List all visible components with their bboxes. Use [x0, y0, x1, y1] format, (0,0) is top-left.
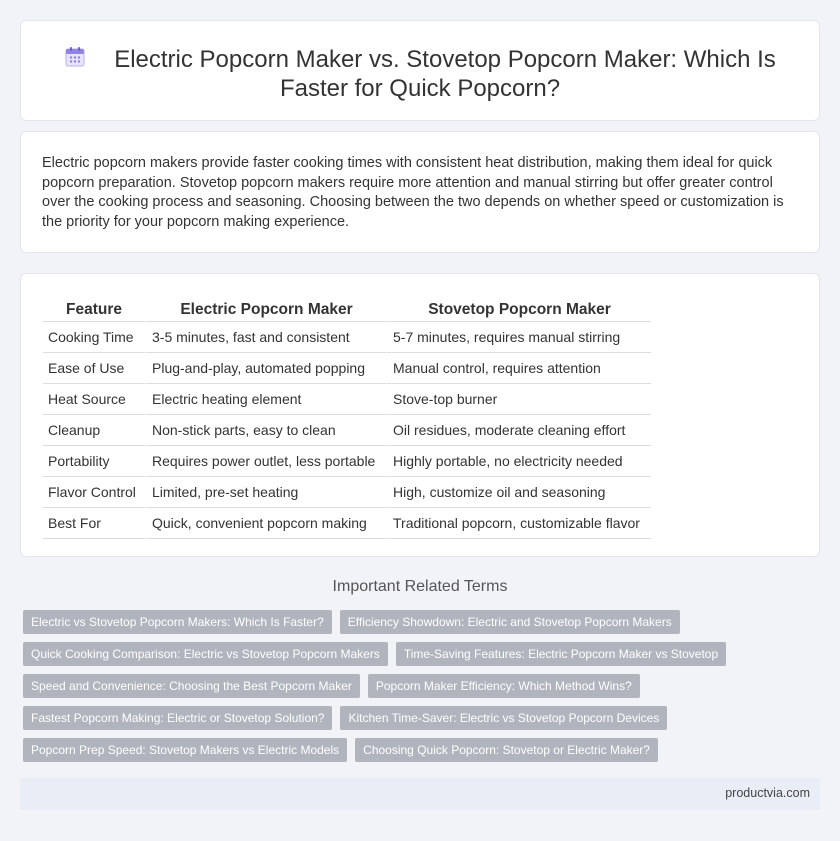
stovetop-cell: Manual control, requires attention [386, 353, 651, 384]
related-term-tag[interactable]: Popcorn Prep Speed: Stovetop Makers vs Electric Models [23, 738, 347, 762]
related-term-tag[interactable]: Time-Saving Features: Electric Popcorn Maker vs Stovetop [396, 642, 726, 666]
stovetop-cell: High, customize oil and seasoning [386, 477, 651, 508]
table-row [43, 508, 651, 539]
page-title: Electric Popcorn Maker vs. Stovetop Popcorn Maker: Which Is Faster for Quick Popcorn? [114, 46, 776, 102]
header-electric: Electric Popcorn Maker [145, 296, 386, 322]
footer-site-name: productvia.com [725, 786, 810, 800]
tag-row [23, 674, 813, 698]
related-term-tag[interactable]: Efficiency Showdown: Electric and Stovetop Popcorn Makers [340, 610, 680, 634]
summary-card [20, 131, 820, 253]
electric-cell: Quick, convenient popcorn making [145, 508, 386, 539]
related-term-tag[interactable]: Kitchen Time-Saver: Electric vs Stovetop Popcorn Devices [340, 706, 667, 730]
related-term-tag[interactable]: Popcorn Maker Efficiency: Which Method Wins? [368, 674, 640, 698]
table-row [43, 353, 651, 384]
tag-row [23, 706, 813, 730]
title-card [20, 20, 820, 121]
header-feature: Feature [43, 296, 145, 322]
electric-cell: Requires power outlet, less portable [145, 446, 386, 477]
comparison-card [20, 273, 820, 557]
tag-row [23, 642, 813, 666]
stovetop-cell: Highly portable, no electricity needed [386, 446, 651, 477]
table-header-row [43, 296, 651, 322]
related-term-tag[interactable]: Speed and Convenience: Choosing the Best Popcorn Maker [23, 674, 360, 698]
electric-cell: Non-stick parts, easy to clean [145, 415, 386, 446]
feature-cell: Ease of Use [43, 353, 145, 384]
table-row [43, 322, 651, 353]
electric-cell: Electric heating element [145, 384, 386, 415]
electric-cell: Plug-and-play, automated popping [145, 353, 386, 384]
header-stovetop: Stovetop Popcorn Maker [386, 296, 651, 322]
stovetop-cell: 5-7 minutes, requires manual stirring [386, 322, 651, 353]
stovetop-cell: Traditional popcorn, customizable flavor [386, 508, 651, 539]
calendar-icon [64, 46, 86, 68]
table-row [43, 384, 651, 415]
feature-cell: Cleanup [43, 415, 145, 446]
feature-cell: Cooking Time [43, 322, 145, 353]
summary-text: Electric popcorn makers provide faster cooking times with consistent heat distribution, making them ideal for quick popcorn preparation. Stovetop popcorn makers require more attention and manual stirring but offer greater control over the cooking process and seasoning. Choosing between the two depends on whether speed or customization is the priority for your popcorn making experience. [42, 155, 784, 230]
footer [20, 778, 820, 810]
related-terms-heading: Important Related Terms [332, 578, 508, 595]
related-term-tag[interactable]: Quick Cooking Comparison: Electric vs Stovetop Popcorn Makers [23, 642, 388, 666]
stovetop-cell: Oil residues, moderate cleaning effort [386, 415, 651, 446]
feature-cell: Best For [43, 508, 145, 539]
feature-cell: Flavor Control [43, 477, 145, 508]
table-row [43, 415, 651, 446]
table-row [43, 446, 651, 477]
related-term-tag[interactable]: Choosing Quick Popcorn: Stovetop or Electric Maker? [355, 738, 658, 762]
comparison-table [43, 296, 651, 539]
feature-cell: Heat Source [43, 384, 145, 415]
tag-row [23, 610, 813, 634]
related-term-tag[interactable]: Fastest Popcorn Making: Electric or Stovetop Solution? [23, 706, 332, 730]
electric-cell: 3-5 minutes, fast and consistent [145, 322, 386, 353]
related-terms-tags [23, 610, 813, 770]
stovetop-cell: Stove-top burner [386, 384, 651, 415]
title-wrap [21, 45, 819, 103]
table-row [43, 477, 651, 508]
tag-row [23, 738, 813, 762]
feature-cell: Portability [43, 446, 145, 477]
electric-cell: Limited, pre-set heating [145, 477, 386, 508]
related-term-tag[interactable]: Electric vs Stovetop Popcorn Makers: Which Is Faster? [23, 610, 332, 634]
